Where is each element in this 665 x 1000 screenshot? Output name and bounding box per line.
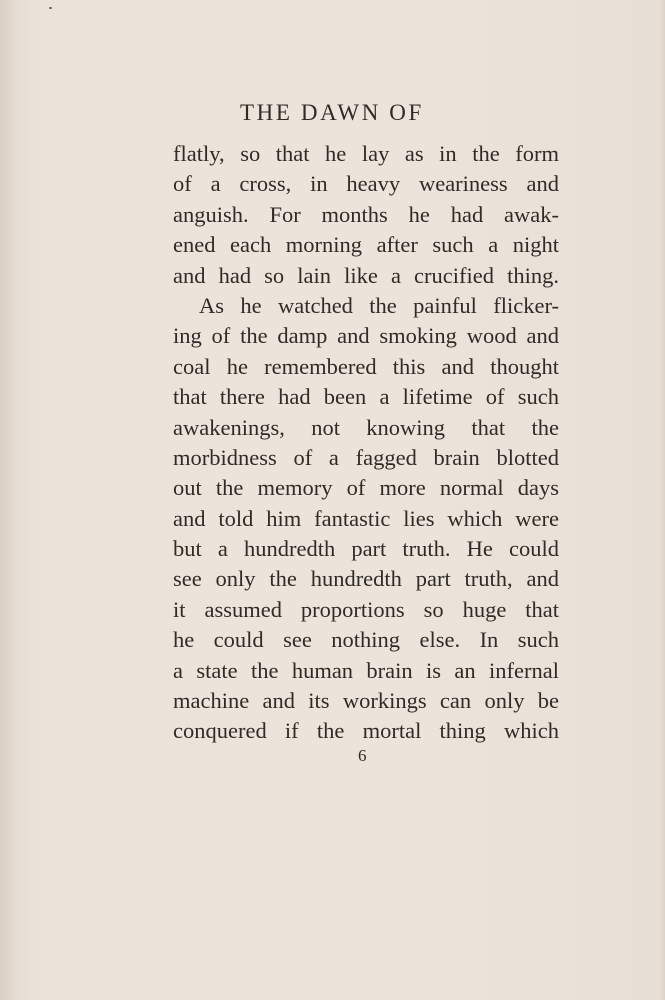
text-line: coal he remembered this and thought	[173, 353, 559, 379]
text-line: As he watched the painful flicker-	[199, 292, 559, 318]
paper-speck	[49, 7, 52, 9]
text-line: of a cross, in heavy weariness and	[173, 171, 559, 197]
text-line: conquered if the mortal thing which	[173, 718, 559, 744]
body-text	[173, 139, 559, 747]
page-edge	[659, 0, 665, 1000]
text-line: awakenings, not knowing that the	[173, 414, 559, 440]
text-line: ened each morning after such a night	[173, 232, 559, 258]
text-line: ing of the damp and smoking wood and	[173, 323, 559, 349]
page-gutter	[0, 0, 18, 1000]
running-head: THE DAWN OF	[240, 100, 424, 125]
text-line: machine and its workings can only be	[173, 688, 559, 714]
text-line: morbidness of a fagged brain blotted	[173, 444, 559, 470]
page-number: 6	[358, 746, 367, 765]
text-line: flatly, so that he lay as in the form	[173, 141, 559, 166]
text-line: anguish. For months he had awak-	[173, 201, 559, 227]
text-line: and had so lain like a crucified thing.	[173, 262, 559, 288]
text-line: and told him fantastic lies which were	[173, 505, 559, 531]
text-line: but a hundredth part truth. He could	[173, 536, 559, 562]
text-line: it assumed proportions so huge that	[173, 596, 559, 622]
text-line: he could see nothing else. In such	[173, 627, 559, 653]
text-line: out the memory of more normal days	[173, 475, 559, 501]
text-line: a state the human brain is an infernal	[173, 657, 559, 683]
text-line: that there had been a lifetime of such	[173, 384, 559, 410]
text-line: see only the hundredth part truth, and	[173, 566, 559, 592]
